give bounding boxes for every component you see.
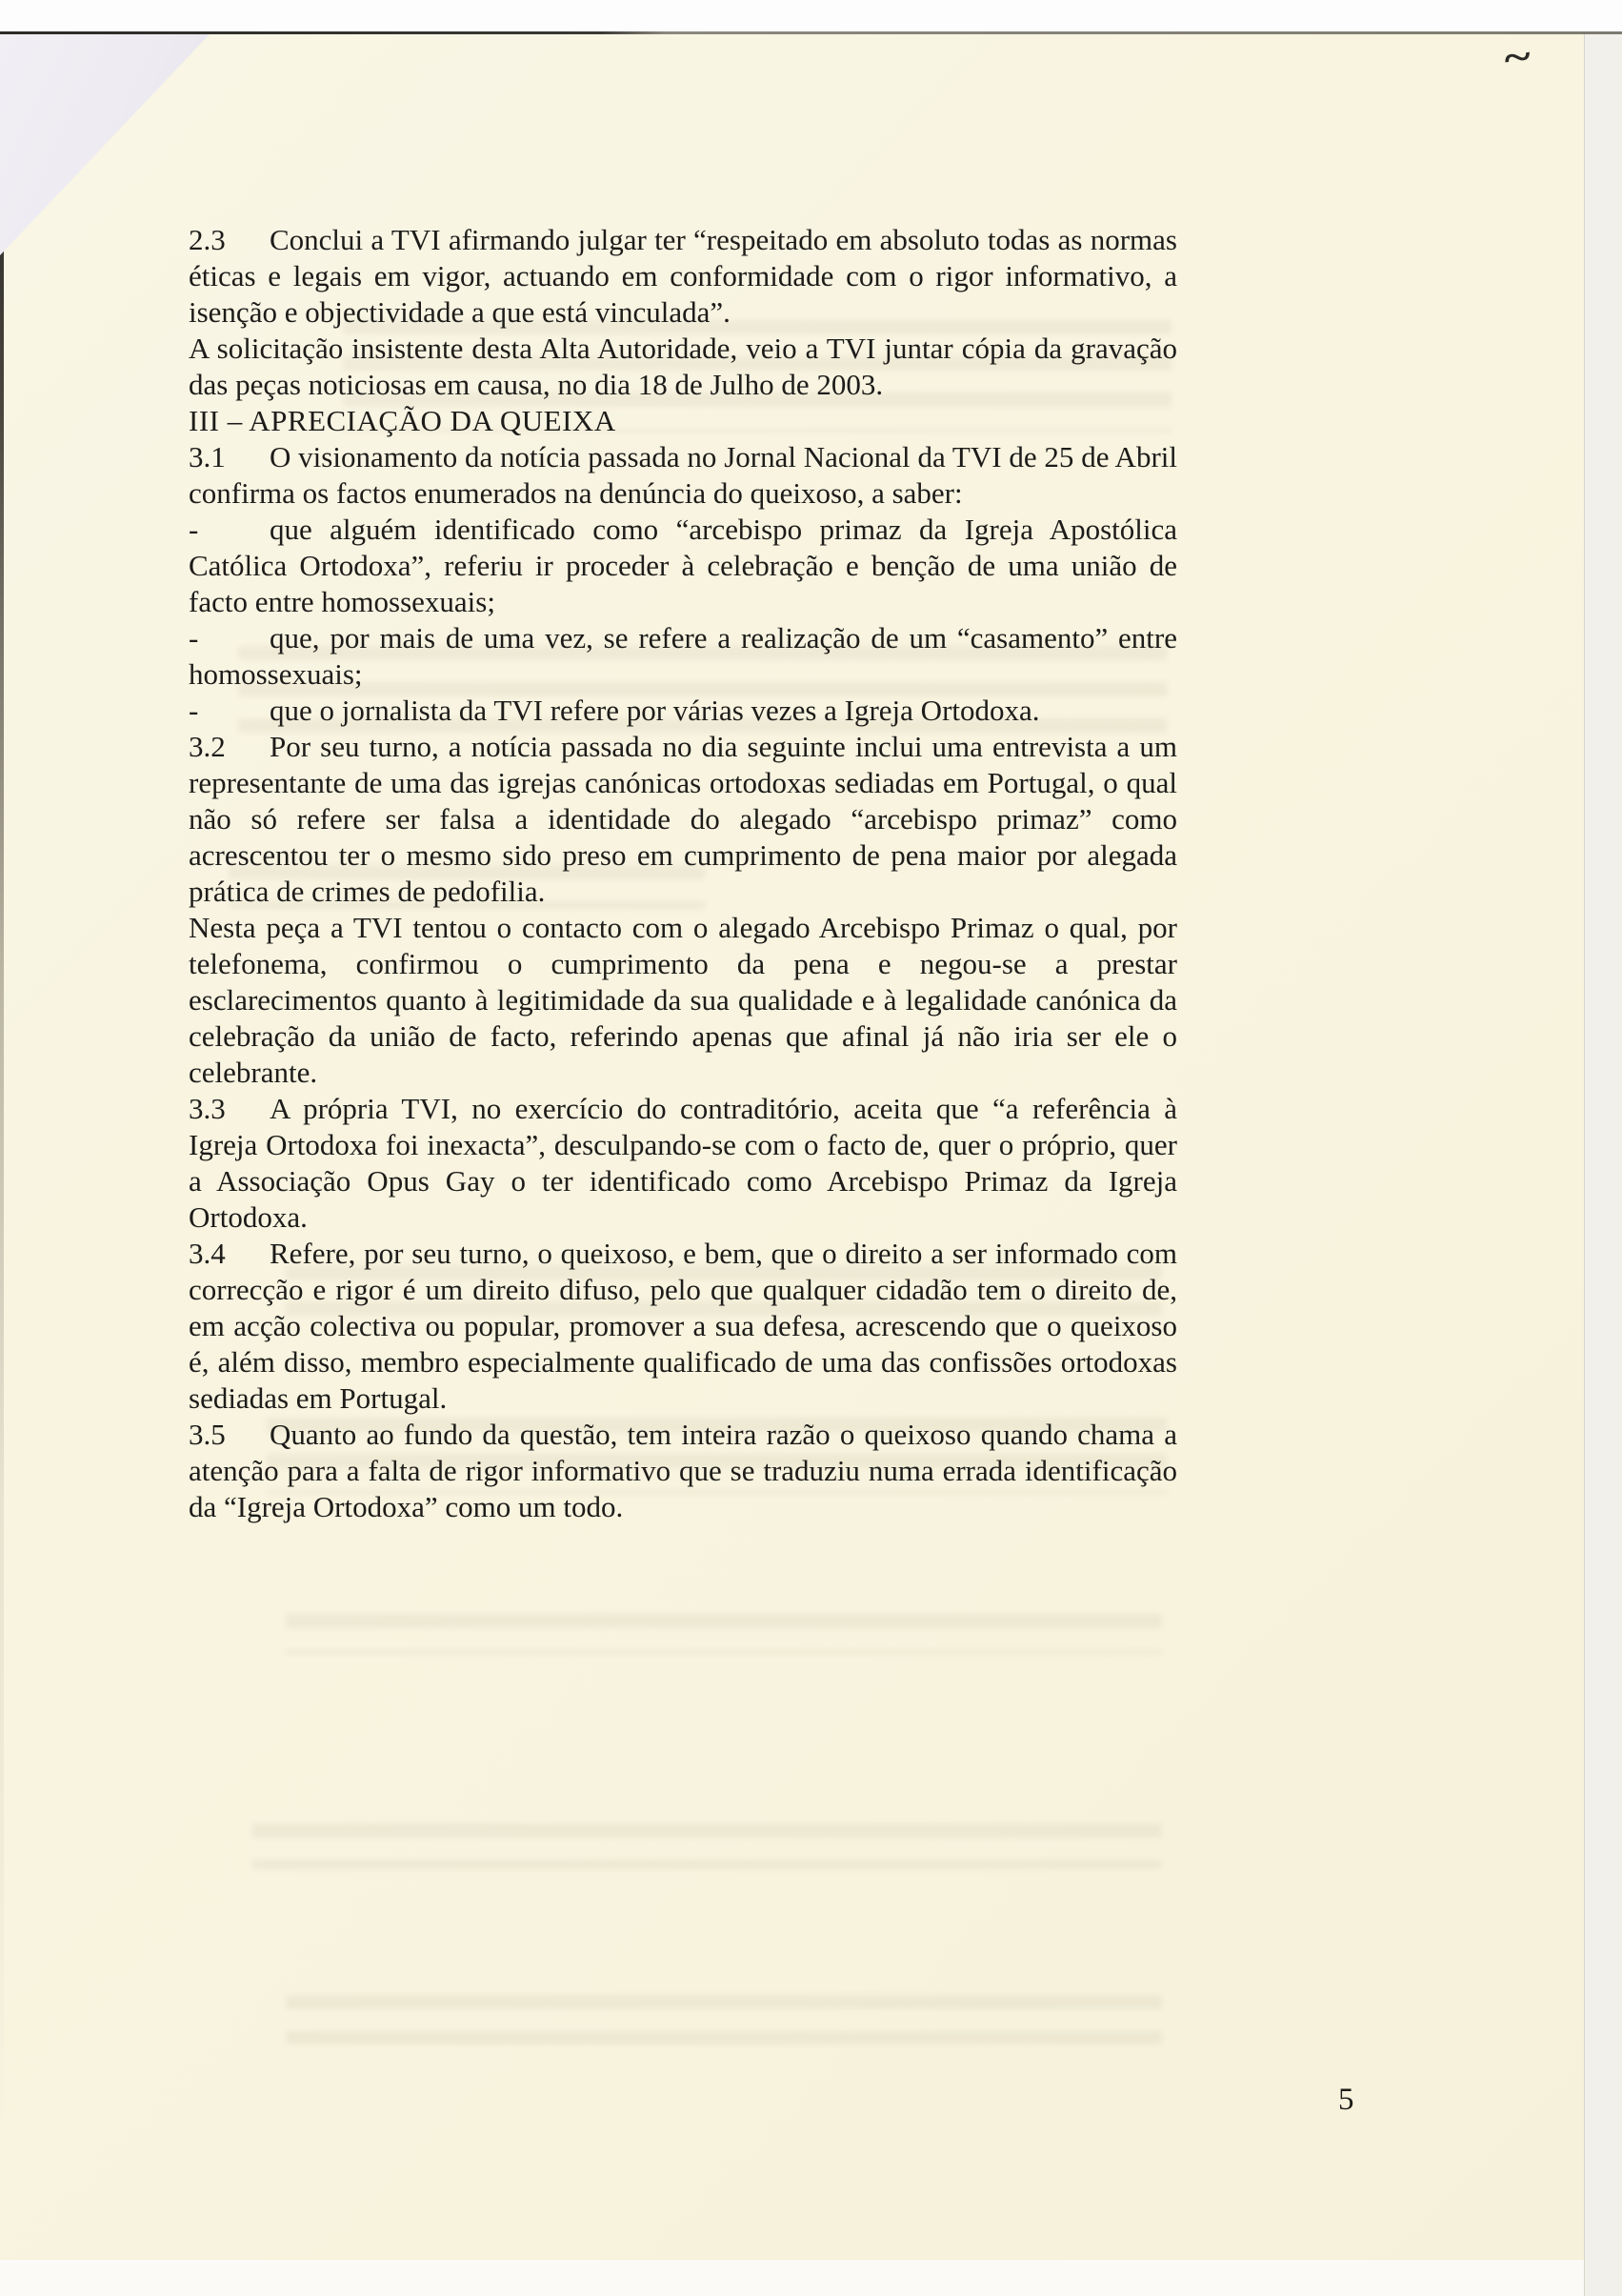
- paragraph-number: 3.1: [189, 440, 226, 473]
- list-dash-marker: -: [189, 513, 199, 546]
- para-nesta-peca: [189, 910, 1177, 1091]
- paragraph-text: A própria TVI, no exercício do contraditório, aceita que “a referência à Igreja Ortodoxa foi inexacta”, desculpando-se com o facto de, quer o próprio, quer a Associação Opus Gay o ter identificado como Arcebispo Primaz da Igreja Ortodoxa.: [189, 1092, 1177, 1234]
- list-dash-marker: -: [189, 621, 199, 655]
- paragraph-number: 3.5: [189, 1418, 226, 1451]
- pen-mark: ~: [1502, 34, 1533, 82]
- scan-edge-shadow-left: [0, 34, 4, 2130]
- paragraph-text: Conclui a TVI afirmando julgar ter “respeitado em absoluto todas as normas éticas e legais em vigor, actuando em conformidade com o rigor informativo, a isenção e objectividade a que está vinculada”.: [189, 223, 1177, 329]
- paragraph-number: 3.4: [189, 1237, 226, 1270]
- fact-item-3: [189, 693, 1177, 729]
- scanner-background-right: [1584, 34, 1622, 2296]
- fact-item-2: [189, 620, 1177, 693]
- para-3-4: [189, 1236, 1177, 1417]
- ink-bleedthrough-smudge: [252, 1823, 1162, 1869]
- paragraph-text: O visionamento da notícia passada no Jornal Nacional da TVI de 25 de Abril confirma os factos enumerados na denúncia do queixoso, a saber:: [189, 440, 1177, 510]
- para-3-1: [189, 439, 1177, 512]
- paragraph-number: 3.3: [189, 1092, 226, 1125]
- paragraph-number: 2.3: [189, 223, 226, 256]
- paragraph-text: Refere, por seu turno, o queixoso, e bem, que o direito a ser informado com correcção e rigor é um direito difuso, pelo que qualquer cidadão tem o direito de, em acção colectiva ou popular, promover a sua defesa, acrescendo que o queixoso é, além disso, membro especialmente qualificado de uma das confissões ortodoxas sediadas em Portugal.: [189, 1237, 1177, 1415]
- para-3-5: [189, 1417, 1177, 1525]
- scan-edge-line-top: [0, 31, 1622, 34]
- paragraph-text: Nesta peça a TVI tentou o contacto com o alegado Arcebispo Primaz o qual, por telefonema, confirmou o cumprimento da pena e negou-se a prestar esclarecimentos quanto à legitimidade da sua qualidade e à legalidade canónica da celebração da união de facto, referindo apenas que afinal já não iria ser ele o celebrante.: [189, 911, 1177, 1089]
- ink-bleedthrough-smudge: [286, 1614, 1162, 1654]
- paragraph-text: Por seu turno, a notícia passada no dia seguinte inclui uma entrevista a um representante de uma das igrejas canónicas ortodoxas sediadas em Portugal, o qual não só refere ser falsa a identidade do alegado “arcebispo primaz” como acrescentou ter o mesmo sido preso em cumprimento de pena maior por alegada prática de crimes de pedofilia.: [189, 730, 1177, 908]
- fact-item-1: [189, 512, 1177, 620]
- para-3-3: [189, 1091, 1177, 1236]
- para-solicitacao: [189, 331, 1177, 403]
- para-3-2: [189, 729, 1177, 910]
- para-2-3: [189, 222, 1177, 331]
- scanner-background-bottom: [0, 2260, 1584, 2296]
- ink-bleedthrough-smudge: [286, 1995, 1162, 2044]
- list-dash-marker: -: [189, 694, 199, 727]
- paragraph-text: que o jornalista da TVI refere por várias vezes a Igreja Ortodoxa.: [270, 694, 1040, 727]
- paragraph-text: A solicitação insistente desta Alta Autoridade, veio a TVI juntar cópia da gravação das peças noticiosas em causa, no dia 18 de Julho de 2003.: [189, 332, 1177, 401]
- paragraph-text: que alguém identificado como “arcebispo primaz da Igreja Apostólica Católica Ortodoxa”, referiu ir proceder à celebração e benção de uma união de facto entre homossexuais;: [189, 513, 1177, 618]
- section-heading: III – APRECIAÇÃO DA QUEIXA: [189, 404, 616, 437]
- document-body: [189, 222, 1177, 1525]
- paragraph-number: 3.2: [189, 730, 226, 763]
- paragraph-text: que, por mais de uma vez, se refere a realização de um “casamento” entre homossexuais;: [189, 621, 1177, 691]
- paragraph-text: Quanto ao fundo da questão, tem inteira razão o queixoso quando chama a atenção para a falta de rigor informativo que se traduziu numa errada identificação da “Igreja Ortodoxa” como um todo.: [189, 1418, 1177, 1523]
- page-number: 5: [1338, 2083, 1354, 2117]
- scanner-background-top: [0, 0, 1622, 31]
